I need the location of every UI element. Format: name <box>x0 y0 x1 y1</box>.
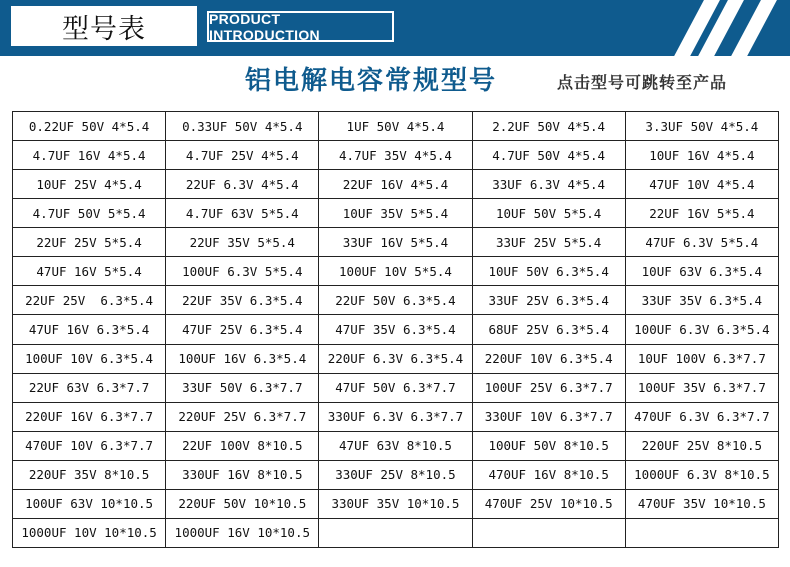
table-row <box>13 373 779 402</box>
model-link-cell[interactable]: 10UF 63V 6.3*5.4 <box>625 257 778 286</box>
empty-cell <box>472 518 625 547</box>
model-link-cell[interactable]: 220UF 35V 8*10.5 <box>13 460 166 489</box>
model-link-cell[interactable]: 22UF 25V 5*5.4 <box>13 228 166 257</box>
table-row <box>13 286 779 315</box>
model-link-cell[interactable]: 10UF 50V 6.3*5.4 <box>472 257 625 286</box>
model-link-cell[interactable]: 100UF 10V 5*5.4 <box>319 257 472 286</box>
empty-cell <box>625 518 778 547</box>
model-link-cell[interactable]: 22UF 16V 5*5.4 <box>625 199 778 228</box>
model-link-cell[interactable]: 22UF 35V 5*5.4 <box>166 228 319 257</box>
model-link-cell[interactable]: 33UF 6.3V 4*5.4 <box>472 170 625 199</box>
model-link-cell[interactable]: 1000UF 6.3V 8*10.5 <box>625 460 778 489</box>
model-link-cell[interactable]: 470UF 6.3V 6.3*7.7 <box>625 402 778 431</box>
model-table-title: 型号表 <box>62 13 146 45</box>
table-row <box>13 199 779 228</box>
model-link-cell[interactable]: 100UF 6.3V 6.3*5.4 <box>625 315 778 344</box>
model-link-cell[interactable]: 1UF 50V 4*5.4 <box>319 112 472 141</box>
empty-cell <box>319 518 472 547</box>
model-link-cell[interactable]: 47UF 35V 6.3*5.4 <box>319 315 472 344</box>
model-link-cell[interactable]: 22UF 100V 8*10.5 <box>166 431 319 460</box>
page-title: 铝电解电容常规型号 <box>245 66 498 96</box>
model-link-cell[interactable]: 100UF 10V 6.3*5.4 <box>13 344 166 373</box>
model-link-cell[interactable]: 220UF 25V 8*10.5 <box>625 431 778 460</box>
model-link-cell[interactable]: 47UF 16V 6.3*5.4 <box>13 315 166 344</box>
model-link-cell[interactable]: 4.7UF 25V 4*5.4 <box>166 141 319 170</box>
model-link-cell[interactable]: 0.33UF 50V 4*5.4 <box>166 112 319 141</box>
table-row <box>13 257 779 286</box>
model-link-cell[interactable]: 10UF 50V 5*5.4 <box>472 199 625 228</box>
model-link-cell[interactable]: 47UF 10V 4*5.4 <box>625 170 778 199</box>
table-row <box>13 141 779 170</box>
model-link-cell[interactable]: 22UF 63V 6.3*7.7 <box>13 373 166 402</box>
page-subtitle: 点击型号可跳转至产品 <box>557 73 728 92</box>
model-link-cell[interactable]: 4.7UF 16V 4*5.4 <box>13 141 166 170</box>
model-link-cell[interactable]: 220UF 25V 6.3*7.7 <box>166 402 319 431</box>
model-link-cell[interactable]: 100UF 25V 6.3*7.7 <box>472 373 625 402</box>
model-table-title-box <box>11 6 197 46</box>
model-link-cell[interactable]: 22UF 6.3V 4*5.4 <box>166 170 319 199</box>
model-link-cell[interactable]: 22UF 50V 6.3*5.4 <box>319 286 472 315</box>
model-link-cell[interactable]: 33UF 16V 5*5.4 <box>319 228 472 257</box>
model-link-cell[interactable]: 47UF 63V 8*10.5 <box>319 431 472 460</box>
model-link-cell[interactable]: 3.3UF 50V 4*5.4 <box>625 112 778 141</box>
model-link-cell[interactable]: 10UF 100V 6.3*7.7 <box>625 344 778 373</box>
model-link-cell[interactable]: 220UF 10V 6.3*5.4 <box>472 344 625 373</box>
model-link-cell[interactable]: 68UF 25V 6.3*5.4 <box>472 315 625 344</box>
table-row <box>13 431 779 460</box>
model-link-cell[interactable]: 33UF 25V 5*5.4 <box>472 228 625 257</box>
model-link-cell[interactable]: 10UF 25V 4*5.4 <box>13 170 166 199</box>
header-banner <box>0 0 790 56</box>
model-link-cell[interactable]: 470UF 10V 6.3*7.7 <box>13 431 166 460</box>
model-link-cell[interactable]: 10UF 35V 5*5.4 <box>319 199 472 228</box>
model-link-cell[interactable]: 220UF 6.3V 6.3*5.4 <box>319 344 472 373</box>
model-link-cell[interactable]: 470UF 16V 8*10.5 <box>472 460 625 489</box>
model-link-cell[interactable]: 2.2UF 50V 4*5.4 <box>472 112 625 141</box>
model-link-cell[interactable]: 1000UF 10V 10*10.5 <box>13 518 166 547</box>
table-row <box>13 402 779 431</box>
model-link-cell[interactable]: 4.7UF 63V 5*5.4 <box>166 199 319 228</box>
model-link-cell[interactable]: 22UF 25V 6.3*5.4 <box>13 286 166 315</box>
table-row <box>13 112 779 141</box>
model-link-cell[interactable]: 10UF 16V 4*5.4 <box>625 141 778 170</box>
model-link-cell[interactable]: 47UF 25V 6.3*5.4 <box>166 315 319 344</box>
model-link-cell[interactable]: 4.7UF 50V 4*5.4 <box>472 141 625 170</box>
model-link-cell[interactable]: 33UF 25V 6.3*5.4 <box>472 286 625 315</box>
model-link-cell[interactable]: 100UF 35V 6.3*7.7 <box>625 373 778 402</box>
model-link-cell[interactable]: 220UF 50V 10*10.5 <box>166 489 319 518</box>
table-row <box>13 170 779 199</box>
model-link-cell[interactable]: 330UF 6.3V 6.3*7.7 <box>319 402 472 431</box>
model-link-cell[interactable]: 47UF 50V 6.3*7.7 <box>319 373 472 402</box>
model-link-cell[interactable]: 22UF 35V 6.3*5.4 <box>166 286 319 315</box>
table-row <box>13 518 779 547</box>
model-link-cell[interactable]: 47UF 16V 5*5.4 <box>13 257 166 286</box>
table-row <box>13 344 779 373</box>
product-introduction-box <box>207 11 394 42</box>
model-link-cell[interactable]: 330UF 35V 10*10.5 <box>319 489 472 518</box>
model-link-cell[interactable]: 0.22UF 50V 4*5.4 <box>13 112 166 141</box>
table-row <box>13 489 779 518</box>
table-row <box>13 315 779 344</box>
model-link-cell[interactable]: 33UF 35V 6.3*5.4 <box>625 286 778 315</box>
model-link-cell[interactable]: 100UF 16V 6.3*5.4 <box>166 344 319 373</box>
model-link-cell[interactable]: 33UF 50V 6.3*7.7 <box>166 373 319 402</box>
product-introduction-label: PRODUCT INTRODUCTION <box>209 10 320 43</box>
model-link-cell[interactable]: 1000UF 16V 10*10.5 <box>166 518 319 547</box>
table-row <box>13 460 779 489</box>
model-link-cell[interactable]: 100UF 6.3V 5*5.4 <box>166 257 319 286</box>
model-link-cell[interactable]: 470UF 35V 10*10.5 <box>625 489 778 518</box>
table-row <box>13 228 779 257</box>
model-link-cell[interactable]: 4.7UF 35V 4*5.4 <box>319 141 472 170</box>
model-link-cell[interactable]: 330UF 10V 6.3*7.7 <box>472 402 625 431</box>
model-link-cell[interactable]: 220UF 16V 6.3*7.7 <box>13 402 166 431</box>
model-link-cell[interactable]: 100UF 63V 10*10.5 <box>13 489 166 518</box>
model-link-cell[interactable]: 22UF 16V 4*5.4 <box>319 170 472 199</box>
model-link-cell[interactable]: 100UF 50V 8*10.5 <box>472 431 625 460</box>
model-link-cell[interactable]: 470UF 25V 10*10.5 <box>472 489 625 518</box>
model-link-cell[interactable]: 4.7UF 50V 5*5.4 <box>13 199 166 228</box>
model-link-cell[interactable]: 47UF 6.3V 5*5.4 <box>625 228 778 257</box>
model-link-cell[interactable]: 330UF 25V 8*10.5 <box>319 460 472 489</box>
model-table <box>12 111 779 548</box>
model-link-cell[interactable]: 330UF 16V 8*10.5 <box>166 460 319 489</box>
